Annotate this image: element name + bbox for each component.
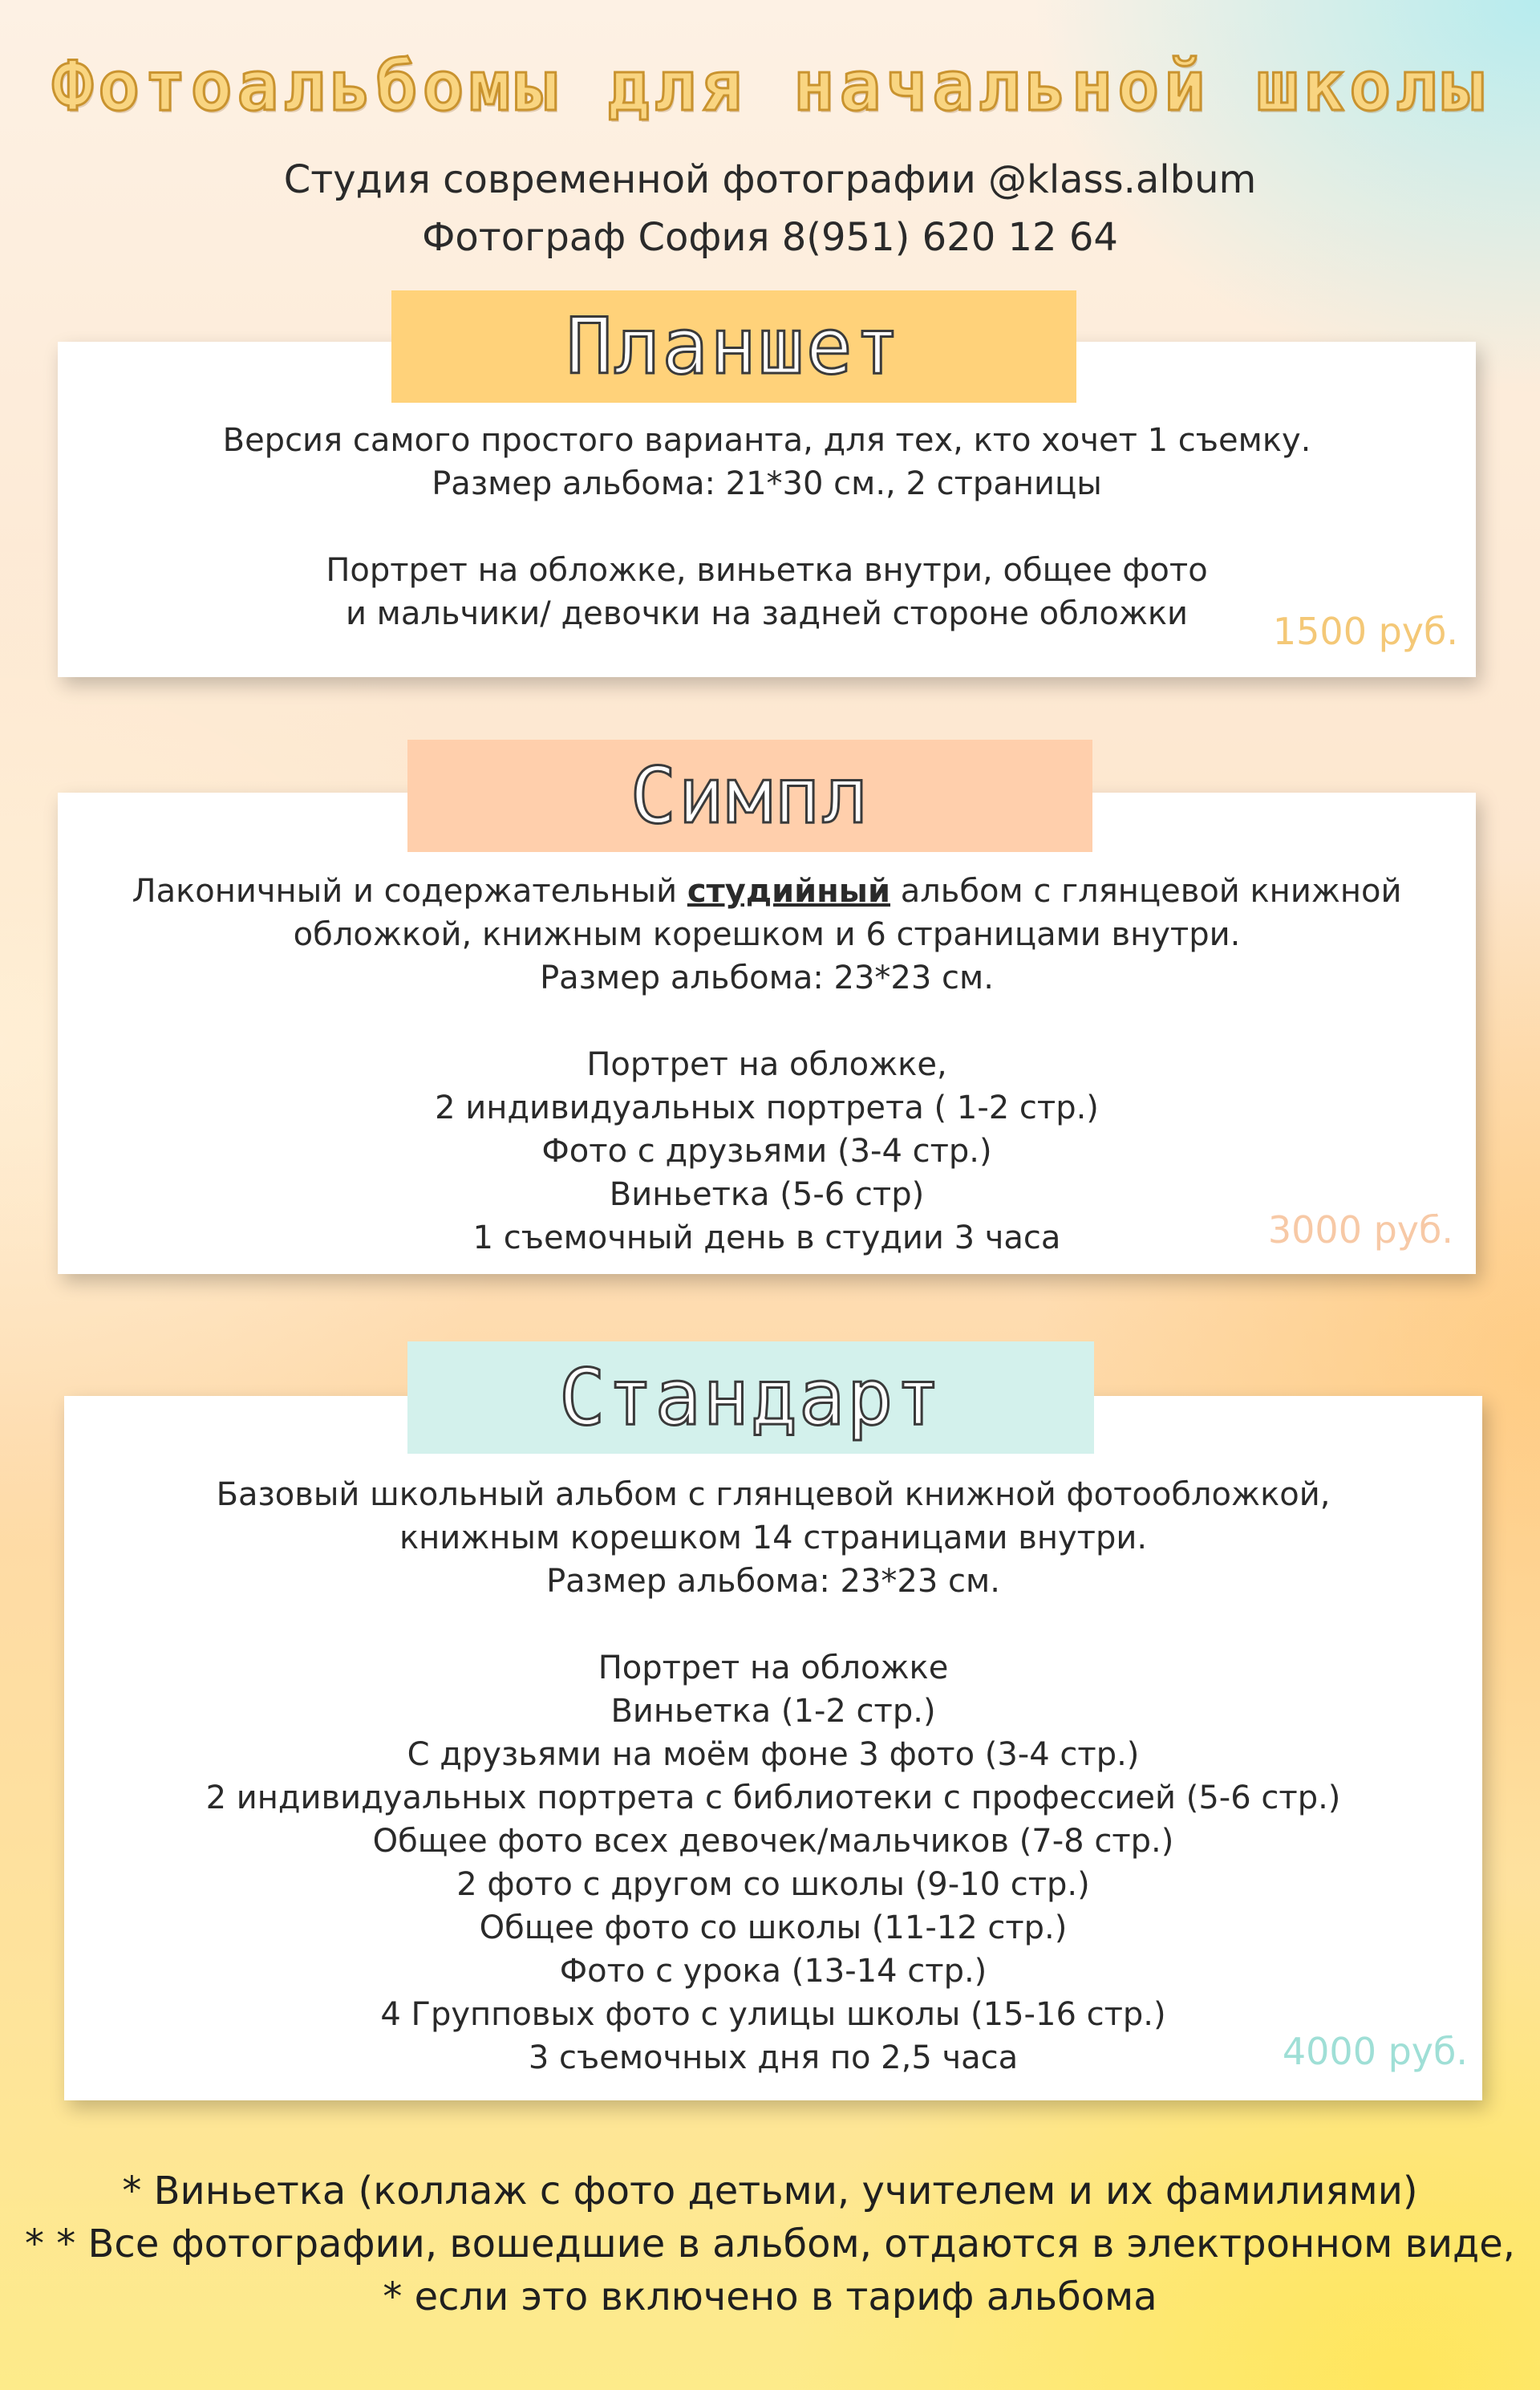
description-line: Размер альбома: 23*23 см. (540, 960, 994, 996)
package-tab-standard (407, 1341, 1094, 1454)
package-name: Симпл (630, 751, 870, 841)
page-title: Фотоальбомы для начальной школы (51, 47, 1489, 127)
list-item: С друзьями на моём фоне 3 фото (3-4 стр.) (407, 1736, 1140, 1773)
list-item: 1 съемочный день в студии 3 часа (472, 1219, 1061, 1256)
description-line: Размер альбома: 21*30 см., 2 страницы (432, 465, 1102, 502)
list-item: 2 индивидуальных портрета ( 1-2 стр.) (435, 1089, 1099, 1126)
studio-emphasis: студийный (687, 873, 891, 910)
package-price: 4000 руб. (1282, 2030, 1468, 2073)
package-description (64, 1473, 1482, 2080)
footnote-line: * если это включено в тариф альбома (383, 2274, 1157, 2319)
footnote-line: * Виньетка (коллаж с фото детьми, учителем и их фамилиями) (122, 2169, 1418, 2213)
list-item: Портрет на обложке (598, 1649, 949, 1686)
list-item: 2 индивидуальных портрета с библиотеки с профессией (5-6 стр.) (205, 1779, 1341, 1816)
list-item: 2 фото с другом со школы (9-10 стр.) (456, 1866, 1090, 1903)
package-description (58, 419, 1476, 635)
list-item: Фото с урока (13-14 стр.) (559, 1953, 987, 1990)
description-line: Портрет на обложке, виньетка внутри, общее фото (326, 552, 1208, 589)
description-line: книжным корешком 14 страницами внутри. (399, 1520, 1148, 1556)
description-line: обложкой, книжным корешком и 6 страницами внутри. (293, 916, 1241, 953)
package-tab-planshet (391, 290, 1076, 403)
package-description (58, 870, 1476, 1260)
list-item: Виньетка (1-2 стр.) (610, 1693, 936, 1730)
package-name: Планшет (565, 302, 902, 392)
description-line: Размер альбома: 23*23 см. (546, 1563, 1000, 1600)
list-item: Фото с друзьями (3-4 стр.) (541, 1133, 992, 1170)
photographer-contact: Фотограф София 8(951) 620 12 64 (422, 215, 1118, 260)
studio-subtitle: Студия современной фотографии @klass.album (283, 157, 1257, 202)
footnote-line: * * Все фотографии, вошедшие в альбом, отдаются в электронном виде, (24, 2222, 1515, 2266)
list-item: Общее фото всех девочек/мальчиков (7-8 стр.) (372, 1823, 1174, 1860)
package-price: 3000 руб. (1267, 1208, 1453, 1252)
footnotes (0, 2165, 1540, 2323)
list-item: Общее фото со школы (11-12 стр.) (479, 1909, 1068, 1946)
package-name: Стандарт (558, 1353, 943, 1443)
description-line: Базовый школьный альбом с глянцевой книжной фотообложкой, (216, 1476, 1331, 1513)
description-line: Лаконичный и содержательный студийный альбом с глянцевой книжной (132, 873, 1402, 910)
package-price: 1500 руб. (1272, 610, 1458, 653)
package-card-simpl (58, 793, 1476, 1274)
list-item: 4 Групповых фото с улицы школы (15-16 стр.) (380, 1996, 1166, 2033)
description-line: Версия самого простого варианта, для тех, кто хочет 1 съемку. (222, 422, 1311, 459)
description-line: и мальчики/ девочки на задней стороне обложки (345, 595, 1189, 632)
package-tab-simpl (407, 740, 1092, 852)
list-item: Виньетка (5-6 стр) (609, 1176, 925, 1213)
list-item: Портрет на обложке, (586, 1046, 947, 1083)
list-item: 3 съемочных дня по 2,5 часа (528, 2039, 1019, 2076)
package-card-standard (64, 1396, 1482, 2100)
